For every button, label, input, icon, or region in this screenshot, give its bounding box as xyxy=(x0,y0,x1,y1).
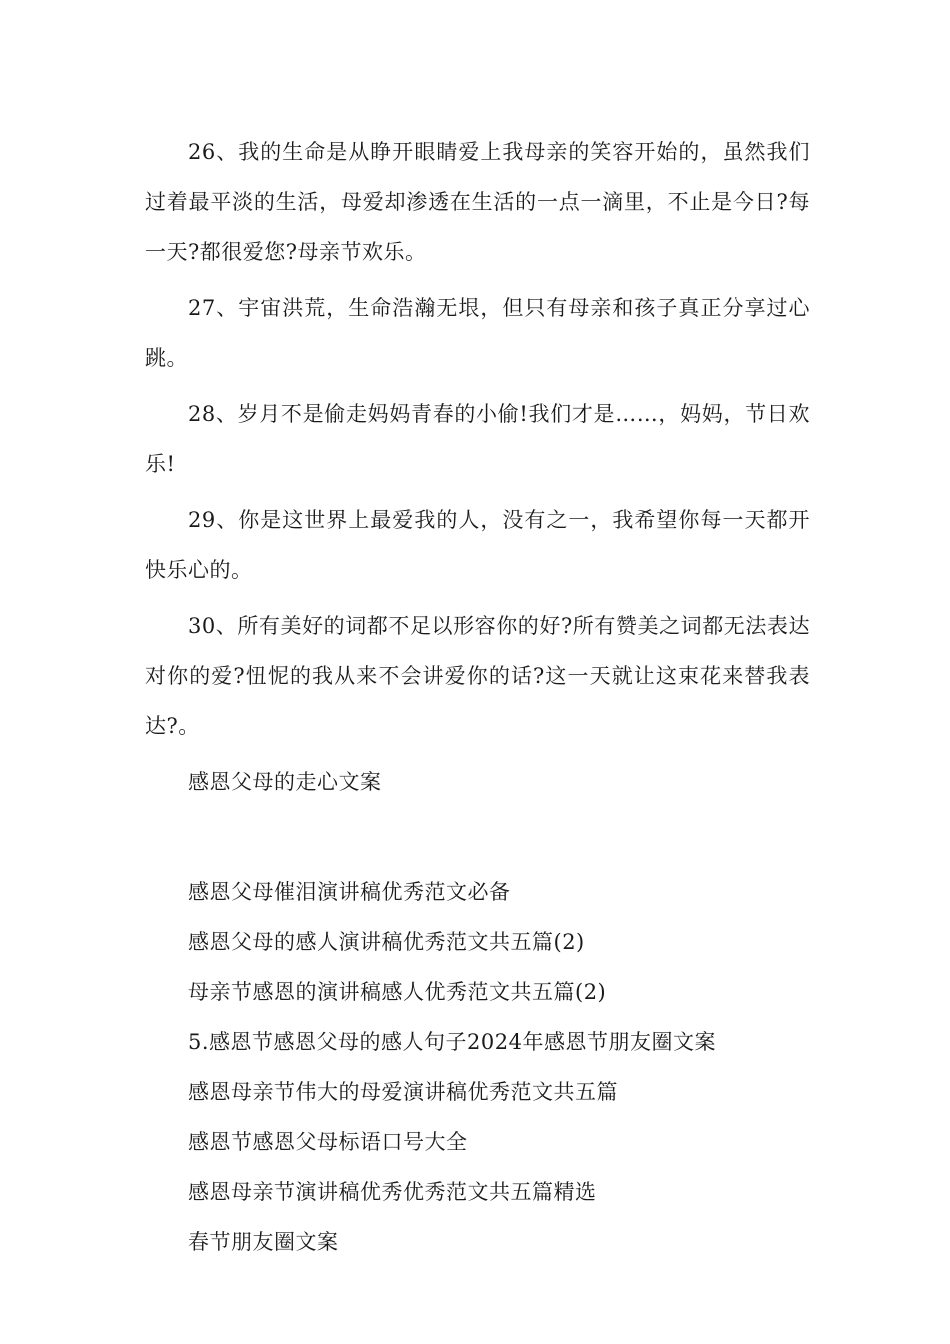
paragraph-28: 28、岁月不是偷走妈妈青春的小偷!我们才是……，妈妈，节日欢乐! xyxy=(145,402,810,476)
paragraph-27: 27、宇宙洪荒，生命浩瀚无垠，但只有母亲和孩子真正分享过心跳。 xyxy=(145,296,810,370)
section-title: 感恩父母的走心文案 xyxy=(188,770,382,794)
related-link[interactable]: 感恩母亲节伟大的母爱演讲稿优秀范文共五篇 xyxy=(188,1080,618,1104)
related-link[interactable]: 感恩父母的感人演讲稿优秀范文共五篇(2) xyxy=(188,930,585,954)
paragraph-26: 26、我的生命是从睁开眼睛爱上我母亲的笑容开始的，虽然我们过着最平淡的生活，母爱却渗透在生活的一点一滴里，不止是今日?每一天?都很爱您?母亲节欢乐。 xyxy=(145,140,810,264)
related-links-list xyxy=(145,867,810,1267)
paragraph-30: 30、所有美好的词都不足以形容你的好?所有赞美之词都无法表达对你的爱?忸怩的我从来不会讲爱你的话?这一天就让这束花来替我表达?。 xyxy=(145,614,810,738)
section-gap xyxy=(145,807,810,867)
related-link[interactable]: 母亲节感恩的演讲稿感人优秀范文共五篇(2) xyxy=(188,980,607,1004)
related-link[interactable]: 感恩母亲节演讲稿优秀优秀范文共五篇精选 xyxy=(188,1180,597,1204)
document-body xyxy=(145,127,810,1267)
related-link[interactable]: 感恩节感恩父母标语口号大全 xyxy=(188,1130,468,1154)
related-link[interactable]: 5.感恩节感恩父母的感人句子2024年感恩节朋友圈文案 xyxy=(188,1030,716,1054)
paragraph-29: 29、你是这世界上最爱我的人，没有之一，我希望你每一天都开快乐心的。 xyxy=(145,508,810,582)
related-link[interactable]: 感恩父母催泪演讲稿优秀范文必备 xyxy=(188,880,511,904)
related-link[interactable]: 春节朋友圈文案 xyxy=(188,1230,339,1254)
